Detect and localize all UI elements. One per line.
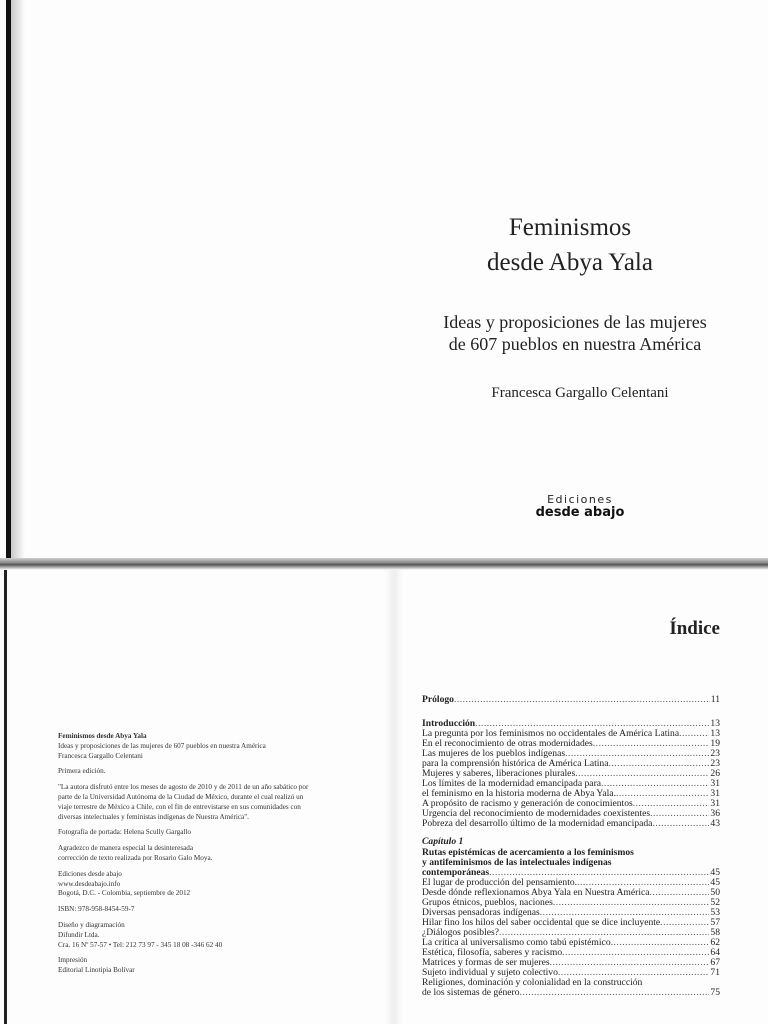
toc-entry-title: Hilar fino los hilos del saber occidental que se dice incluyente bbox=[422, 917, 661, 928]
toc-entry-page: 53 bbox=[710, 907, 720, 918]
table-of-contents bbox=[422, 695, 720, 998]
toc-entry-page: 19 bbox=[710, 738, 720, 749]
toc-entry-title: Diversas pensadoras indígenas bbox=[422, 907, 540, 918]
toc-entry-title: A propósito de racismo y generación de conocimientos bbox=[422, 798, 633, 809]
toc-entry bbox=[422, 819, 720, 829]
publisher-logo: desde abajo bbox=[535, 505, 625, 520]
toc-entry-title: Los límites de la modernidad emancipada para bbox=[422, 778, 602, 789]
toc-leader bbox=[611, 938, 710, 948]
toc-entry-title: Pobreza del desarrollo último de la modernidad emancipada bbox=[422, 818, 653, 829]
toc-leader bbox=[601, 779, 709, 789]
toc-entry-title: Sujeto individual y sujeto colectivo bbox=[422, 967, 558, 978]
chapter-title-line: Rutas epistémicas de acercamiento a los feminismos bbox=[422, 847, 634, 858]
toc-entry-page: 57 bbox=[710, 917, 720, 928]
colophon-title: Feminismos desde Abya Yala bbox=[58, 732, 147, 740]
toc-leader bbox=[652, 819, 709, 829]
chapter-entries bbox=[422, 878, 720, 998]
toc-entry-page: 31 bbox=[710, 788, 720, 799]
toc-entry-page: 75 bbox=[710, 987, 720, 998]
colophon-print-label: Impresión bbox=[58, 956, 88, 965]
toc-entry-title: el feminismo en la historia moderna de Abya Yala. bbox=[422, 788, 616, 799]
toc-entry-title: Religiones, dominación y colonialidad en la construcción bbox=[422, 977, 643, 988]
colophon-note-line: viaje terrestre de México a Chile, con el fin de entrevistarse en sus comunidades con bbox=[58, 802, 301, 811]
colophon-note-line: "La autora disfrutó entre los meses de agosto de 2010 y de 2011 de un año sabático por bbox=[58, 783, 309, 792]
page-gutter bbox=[385, 570, 403, 1024]
toc-leader bbox=[454, 695, 710, 705]
toc-leader bbox=[520, 988, 710, 998]
toc-entry-page: 50 bbox=[710, 887, 720, 898]
toc-leader bbox=[660, 918, 709, 928]
toc-entry-title: Prólogo bbox=[422, 694, 454, 705]
toc-entry-page: 23 bbox=[710, 758, 720, 769]
toc-entry-title: Desde dónde reflexionamos Abya Yala en Nuestra América bbox=[422, 887, 650, 898]
toc-leader bbox=[650, 888, 710, 898]
chapter-title-line: y antifeminismos de las intelectuales indígenas bbox=[422, 857, 612, 868]
colophon bbox=[58, 732, 358, 982]
toc-entry-page: 71 bbox=[710, 967, 720, 978]
spine-shadow bbox=[11, 0, 25, 560]
toc-entry-page: 26 bbox=[710, 768, 720, 779]
toc-entry-title: Matrices y formas de ser mujeres bbox=[422, 957, 550, 968]
toc-entry-page: 45 bbox=[710, 867, 720, 878]
toc-leader bbox=[550, 958, 710, 968]
colophon-subtitle: Ideas y proposiciones de las mujeres de 607 pueblos en nuestra América bbox=[58, 741, 266, 750]
toc-entry-title: Grupos étnicos, pueblos, naciones bbox=[422, 897, 553, 908]
toc-entry-title: para la comprensión histórica de América Latina bbox=[422, 758, 609, 769]
book-title-line2: desde Abya Yala bbox=[487, 249, 653, 276]
toc-entry-title: Mujeres y saberes, liberaciones plurales bbox=[422, 768, 576, 779]
page-break bbox=[0, 558, 768, 570]
toc-entry-title: Urgencia del reconocimiento de modernidades coexistentes bbox=[422, 808, 651, 819]
toc-leader bbox=[553, 898, 710, 908]
colophon-note-line: parte de la Universidad Autónoma de la Ciudad de México, durante el cual realizó un bbox=[58, 792, 304, 801]
colophon-thanks-line: Agradezco de manera especial la desinteresada bbox=[58, 844, 194, 853]
book-author: Francesca Gargallo Celentani bbox=[491, 385, 669, 401]
toc-entry-title: La pregunta por los feminismos no occidentales de América Latina bbox=[422, 728, 680, 739]
toc-entry-page: 13 bbox=[710, 728, 720, 739]
toc-entry-title: ¿Diálogos posibles? bbox=[422, 927, 500, 938]
toc-entry-page: 67 bbox=[710, 957, 720, 968]
colophon-printer: Editorial Linotipia Bolívar bbox=[58, 966, 135, 975]
toc-entry-page: 13 bbox=[710, 718, 720, 729]
toc-entry-title: En el reconocimiento de otras modernidades bbox=[422, 738, 593, 749]
colophon-photo-credit: Fotografía de portada: Helena Scully Gargallo bbox=[58, 828, 191, 837]
book-subtitle-line1: Ideas y proposiciones de las mujeres bbox=[443, 312, 707, 332]
toc-leader bbox=[650, 809, 709, 819]
book-spine-bottom bbox=[4, 570, 7, 1024]
toc-entry-page: 45 bbox=[710, 877, 720, 888]
colophon-edition: Primera edición. bbox=[58, 767, 106, 776]
book-title-line1: Feminismos bbox=[508, 214, 632, 241]
toc-leader bbox=[562, 948, 709, 958]
chapter-title-line: contemporáneas bbox=[422, 867, 490, 878]
colophon-publisher: Ediciones desde abajo bbox=[58, 869, 122, 878]
toc-entry-page: 11 bbox=[710, 694, 720, 705]
toc-entry bbox=[422, 988, 720, 998]
toc-leader bbox=[593, 739, 710, 749]
toc-entry-page: 58 bbox=[710, 927, 720, 938]
toc-entry-page: 36 bbox=[710, 808, 720, 819]
colophon-design-address: Cra. 16 Nº 57-57 • Tel: 212 73 97 - 345 18 08 -346 62 40 bbox=[58, 940, 223, 949]
colophon-design-company: Difundir Ltda. bbox=[58, 930, 100, 939]
colophon-note-line: diversas intelectuales y feministas indígenas de Nuestra América". bbox=[58, 812, 249, 821]
publisher-label: Ediciones bbox=[547, 493, 613, 506]
colophon-design-label: Diseño y diagramación bbox=[58, 920, 125, 929]
toc-leader bbox=[608, 759, 709, 769]
toc-entry-page: 62 bbox=[710, 937, 720, 948]
toc-entry-title: Introducción bbox=[422, 718, 476, 729]
colophon-isbn: ISBN: 978-958-8454-59-7 bbox=[58, 905, 135, 914]
toc-entry bbox=[422, 695, 720, 705]
toc-entry-title: de los sistemas de género bbox=[422, 987, 520, 998]
colophon-author: Francesca Gargallo Celentani bbox=[58, 751, 143, 760]
index-heading: Índice bbox=[669, 618, 720, 639]
colophon-place-date: Bogotá, D.C. - Colombia, septiembre de 2012 bbox=[58, 889, 191, 898]
toc-entry-page: 64 bbox=[710, 947, 720, 958]
book-subtitle-line2: de 607 pueblos en nuestra América bbox=[448, 334, 702, 354]
colophon-website: www.desdeabajo.info bbox=[58, 879, 121, 888]
introduction-entries bbox=[422, 729, 720, 829]
toc-entry-page: 52 bbox=[710, 897, 720, 908]
toc-entry-title: Las mujeres de los pueblos indígenas bbox=[422, 748, 566, 759]
toc-entry-page: 31 bbox=[710, 798, 720, 809]
toc-entry-title: El lugar de producción del pensamiento. bbox=[422, 877, 578, 888]
toc-entry-title: Estética, filosofía, saberes y racismo bbox=[422, 947, 563, 958]
toc-leader bbox=[679, 729, 709, 739]
chapter-label: Capítulo 1 bbox=[422, 836, 464, 847]
toc-entry-page: 23 bbox=[710, 748, 720, 759]
toc-entry-page: 43 bbox=[710, 818, 720, 829]
colophon-thanks-line: corrección de texto realizada por Rosario Galo Moya. bbox=[58, 853, 213, 862]
toc-entry-title: La crítica al universalismo como tabú epistémico bbox=[422, 937, 611, 948]
toc-entry-page: 31 bbox=[710, 778, 720, 789]
